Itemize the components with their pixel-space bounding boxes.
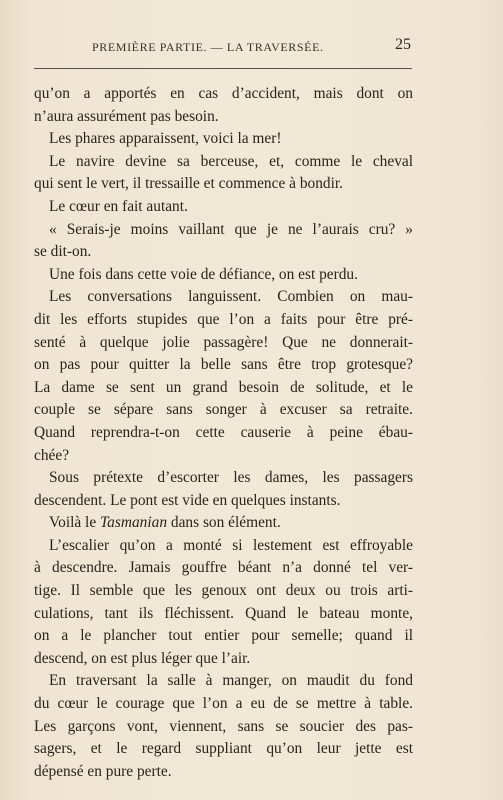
text-line	[34, 512, 413, 535]
text-segment: tige. Il semble que les genoux ont deux ou trois arti-	[34, 582, 413, 600]
running-title: PREMIÈRE PARTIE. — LA TRAVERSÉE.	[92, 40, 324, 54]
header-rule	[34, 68, 412, 69]
text-segment: senté à quelque jolie passagère! Que ne donnerait-	[34, 333, 413, 351]
text-segment: L’escalier qu’on a monté si lestement est effroyable	[49, 536, 413, 554]
text-segment: sagers, et le regard suppliant qu’on leur jette est	[34, 740, 413, 758]
text-segment: Le navire devine sa berceuse, et, comme le cheval	[49, 152, 413, 170]
text-segment: du cœur le courage que l’on a eu de se mettre à table.	[34, 695, 413, 713]
text-line	[34, 196, 413, 219]
text-segment: Tasmanian	[100, 514, 168, 532]
text-line	[34, 467, 413, 490]
text-segment: Le cœur en fait autant.	[49, 197, 188, 215]
text-segment: culations, tant ils fléchissent. Quand le bateau monte,	[34, 604, 413, 622]
text-line	[34, 422, 413, 445]
text-segment: La dame se sent un grand besoin de solitude, et le	[34, 378, 413, 396]
running-head	[34, 38, 414, 58]
text-line	[34, 670, 413, 693]
text-line	[34, 738, 413, 761]
text-segment: Les phares apparaissent, voici la mer!	[49, 130, 282, 148]
text-line	[34, 580, 413, 603]
text-segment: qu’on a apportés en cas d’accident, mais dont on	[34, 85, 413, 102]
text-line	[34, 761, 413, 784]
text-segment: En traversant la salle à manger, on maudit du fond	[49, 672, 413, 690]
text-line	[34, 264, 413, 287]
text-line	[34, 354, 413, 377]
text-line	[34, 151, 413, 174]
text-segment: Sous prétexte d’escorter les dames, les passagers	[49, 469, 413, 487]
text-segment: se dit-on.	[34, 243, 92, 261]
body-text	[34, 83, 413, 783]
text-line	[34, 648, 413, 671]
text-line	[34, 106, 413, 129]
text-segment: Voilà le	[49, 514, 101, 532]
text-segment: Quand reprendra-t-on cette causerie à peine ébau-	[34, 423, 413, 441]
text-line	[34, 377, 413, 400]
text-line	[34, 693, 413, 716]
text-line	[34, 241, 413, 264]
text-line	[34, 173, 413, 196]
page-number: 25	[395, 36, 411, 53]
text-line	[34, 219, 413, 242]
text-line	[34, 332, 413, 355]
text-segment: dans son élément.	[167, 514, 281, 532]
text-line	[34, 445, 413, 468]
text-segment: qui sent le vert, il tressaille et commence à bondir.	[34, 175, 343, 193]
text-line	[34, 716, 413, 739]
text-line	[34, 83, 413, 106]
text-segment: dit les efforts stupides que l’on a faits pour être pré-	[34, 310, 413, 328]
text-segment: Les garçons vont, viennent, sans se soucier des pas-	[34, 717, 413, 735]
text-line	[34, 128, 413, 151]
text-line	[34, 535, 413, 558]
text-segment: Une fois dans cette voie de défiance, on est perdu.	[49, 265, 358, 283]
text-line	[34, 399, 413, 422]
text-line	[34, 603, 413, 626]
text-segment: Les conversations languissent. Combien on mau-	[49, 288, 413, 306]
text-line	[34, 557, 413, 580]
text-segment: dépensé en pure perte.	[34, 762, 172, 780]
text-segment: on pas pour quitter la belle sans être trop grotesque?	[34, 356, 413, 374]
text-segment: couple se sépare sans songer à excuser sa retraite.	[34, 401, 413, 419]
text-segment: descendent. Le pont est vide en quelques instants.	[34, 491, 341, 509]
text-segment: « Serais-je moins vaillant que je ne l’aurais cru? »	[49, 220, 413, 238]
text-segment: à descendre. Jamais gouffre béant n’a donné tel ver-	[34, 559, 413, 577]
text-line	[34, 286, 413, 309]
text-segment: descend, on est plus léger que l’air.	[34, 649, 251, 667]
text-segment: n’aura assurément pas besoin.	[34, 107, 219, 125]
text-segment: on a le plancher tout entier pour semelle; quand il	[34, 627, 413, 645]
text-line	[34, 490, 413, 513]
text-line	[34, 625, 413, 648]
text-segment: chée?	[34, 446, 70, 464]
text-line	[34, 309, 413, 332]
